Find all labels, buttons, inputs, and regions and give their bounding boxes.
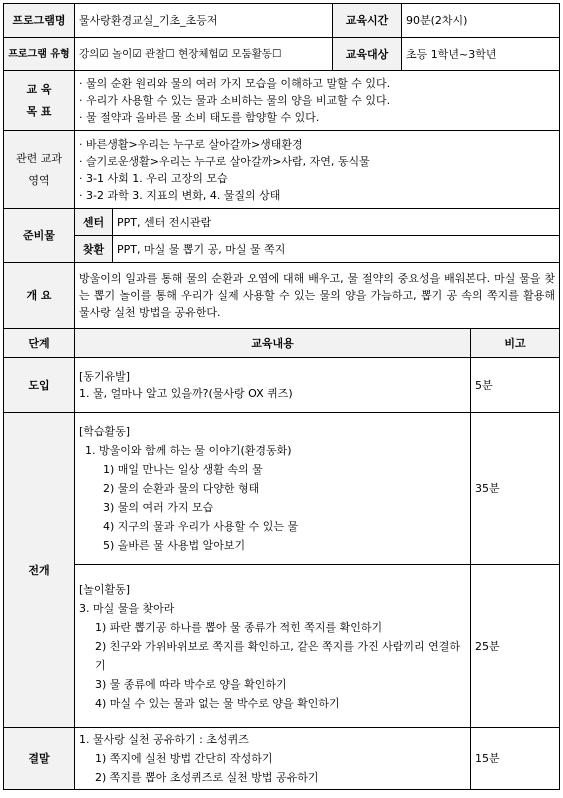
prep-place-visit: 찾환: [75, 236, 113, 263]
stage-closing: 결말: [4, 728, 75, 790]
col-note: 비고: [471, 329, 560, 358]
col-content: 교육내용: [75, 329, 471, 358]
goals-label: 교 육 목 표: [4, 71, 75, 131]
related-item: · 3-1 사회 1. 우리 고장의 모습: [79, 171, 228, 185]
dev-line: 5) 올바른 물 사용법 알아보기: [103, 539, 246, 552]
program-type-label: 프로그램 유형: [4, 38, 75, 71]
closing-note: 15분: [471, 728, 560, 790]
development-note-1: 35분: [471, 413, 560, 565]
col-stage: 단계: [4, 329, 75, 358]
edu-time: 90분(2차시): [402, 4, 560, 38]
prep-items-visit: PPT, 마실 물 뽑기 공, 마실 물 쪽지: [113, 236, 560, 263]
goal-item: · 물 절약과 올바른 물 소비 태도를 함양할 수 있다.: [79, 111, 320, 124]
prep-items-center: PPT, 센터 전시관람: [113, 209, 560, 236]
dev-line: 1) 매일 만나는 일상 생활 속의 물: [103, 463, 263, 476]
related-list: [75, 131, 560, 209]
edu-time-label: 교육시간: [333, 4, 402, 38]
overview-label: 개 요: [4, 263, 75, 329]
closing-content: [75, 728, 471, 790]
related-item: · 슬기로운생활>우리는 누구로 살아갈까>사람, 자연, 동식물: [79, 154, 370, 168]
play-line: 4) 마실 수 있는 물과 없는 물 박수로 양을 확인하기: [95, 696, 340, 710]
dev-line: 2) 물의 순환과 물의 다양한 형태: [103, 482, 260, 495]
dev-line: 4) 지구의 물과 우리가 사용할 수 있는 물: [103, 520, 299, 533]
dev-line: 1. 방울이와 함께 하는 물 이야기(환경동화): [85, 444, 292, 457]
dev-line: [학습활동]: [79, 425, 131, 438]
prep-place-center: 센터: [75, 209, 113, 236]
goals-list: [75, 71, 560, 131]
intro-content: [75, 358, 471, 413]
play-line: 3) 물 종류에 따라 박수로 양을 확인하기: [95, 677, 287, 691]
intro-line: [동기유발]: [79, 370, 131, 383]
program-name-label: 프로그램명: [4, 4, 75, 38]
related-item: · 바른생활>우리는 누구로 살아갈까>생태환경: [79, 137, 303, 151]
stage-intro: 도입: [4, 358, 75, 413]
play-line: 1) 파란 뽑기공 하나를 뽑아 물 종류가 적힌 쪽지를 확인하기: [95, 620, 383, 634]
program-type: 강의☑ 놀이☑ 관찰☐ 현장체험☑ 모둠활동☐: [75, 38, 333, 71]
goal-item: · 물의 순환 원리와 물의 여러 가지 모습을 이해하고 말할 수 있다.: [79, 77, 391, 90]
related-item: · 3-2 과학 3. 지표의 변화, 4. 물질의 상태: [79, 188, 281, 202]
closing-line: 2) 쪽지를 뽑아 초성퀴즈로 실천 방법 공유하기: [95, 771, 319, 784]
edu-target-label: 교육대상: [333, 38, 402, 71]
lesson-plan-table: [3, 3, 560, 790]
play-line: 2) 친구와 가위바위보로 쪽지를 확인하고, 같은 쪽지를 가진 사람끼리 연결하기: [95, 639, 461, 672]
prep-label: 준비물: [4, 209, 75, 263]
development-note-2: 25분: [471, 565, 560, 728]
stage-development: 전개: [4, 413, 75, 728]
related-label: 관련 교과 영역: [4, 131, 75, 209]
intro-line: 1. 물, 얼마나 알고 있을까?(물사랑 OX 퀴즈): [79, 387, 293, 400]
closing-line: 1) 쪽지에 실천 방법 간단히 작성하기: [95, 752, 273, 765]
edu-target: 초등 1학년~3학년: [402, 38, 560, 71]
dev-line: 3) 물의 여러 가지 모습: [103, 501, 214, 514]
development-learning: [75, 413, 471, 565]
goal-item: · 우리가 사용할 수 있는 물과 소비하는 물의 양을 비교할 수 있다.: [79, 94, 391, 107]
play-line: [놀이활동]: [79, 582, 131, 596]
play-line: 3. 마실 물을 찾아라: [79, 601, 175, 615]
overview-text: 방울이의 일과를 통해 물의 순환과 오염에 대해 배우고, 물 절약의 중요성을 배워본다. 마실 물을 찾는 뽑기 놀이를 통해 우리가 실제 사용할 수 있는 물의 양을 가늠하고, 뽑기 공 속의 쪽지를 활용해 물사랑 실천 방법을 공유한다.: [75, 263, 560, 329]
closing-line: 1. 물사랑 실천 공유하기 : 초성퀴즈: [79, 733, 249, 746]
program-name: 물사랑환경교실_기초_초등저: [75, 4, 333, 38]
development-play: [75, 565, 471, 728]
intro-note: 5분: [471, 358, 560, 413]
